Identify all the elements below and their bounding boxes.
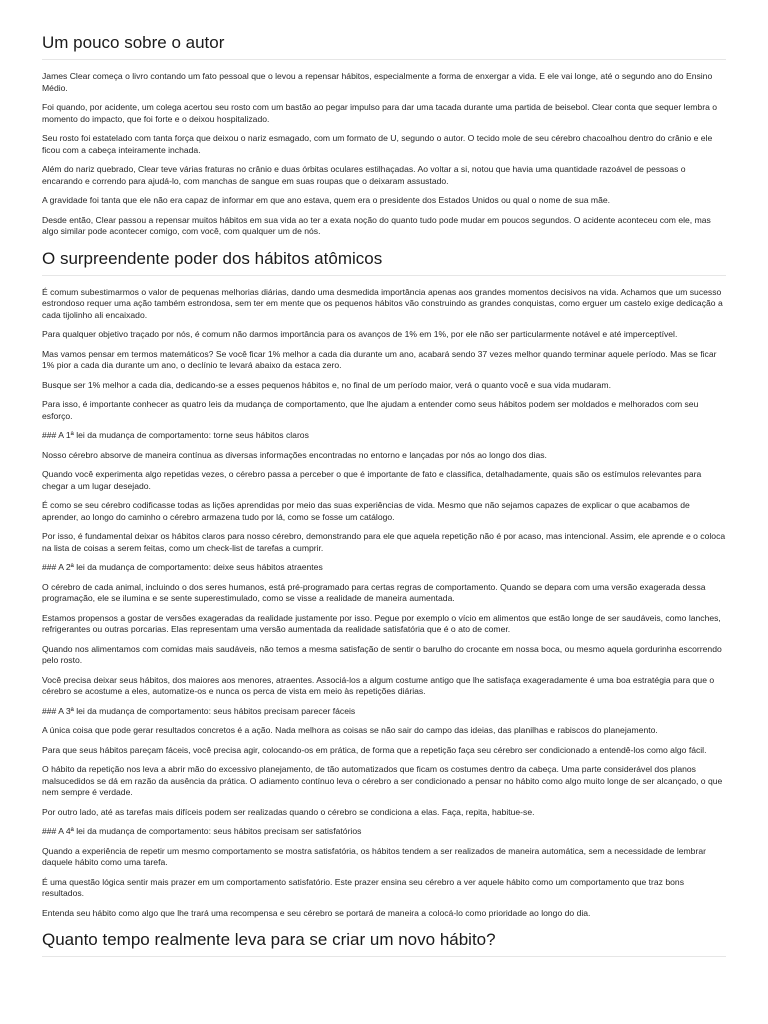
- section-heading: Um pouco sobre o autor: [42, 31, 726, 60]
- section-heading: Quanto tempo realmente leva para se criar um novo hábito?: [42, 928, 726, 957]
- paragraph: Seu rosto foi estatelado com tanta força que deixou o nariz esmagado, com um formato de U, segundo o autor. O tecido mole de seu cérebro chacoalhou dentro do crânio e ele ficou com a cabeça inteiramente inchada.: [42, 133, 713, 155]
- paragraph: Estamos propensos a gostar de versões exageradas da realidade justamente por isso. Pegue por exemplo o vício em alimentos que estão longe de ser saudáveis, como lanches, refrigerantes ou outras porcarias. Elas representam uma versão aumentada da realidade satisfatória que é o ato de comer.: [42, 612, 721, 634]
- paragraph: O cérebro de cada animal, incluindo o dos seres humanos, está pré-programado para certas regras de comportamento. Quando se depara com uma versão exagerada dessa programação, ele se ilumina e se sente superestimulado, como se visse a realidade de maneira aumentada.: [42, 581, 706, 603]
- paragraph: Além do nariz quebrado, Clear teve várias fraturas no crânio e duas órbitas oculares estilhaçadas. Ao voltar a si, notou que havia uma quantidade razoável de pessoas o encarando e correndo para ajudá-lo, com manchas de sangue em suas roupas que o deixaram assustado.: [42, 164, 686, 186]
- paragraph: ### A 4ª lei da mudança de comportamento: seus hábitos precisam ser satisfatórios: [42, 826, 362, 836]
- section: [42, 247, 726, 920]
- paragraph: Quando você experimenta algo repetidas vezes, o cérebro passa a perceber o que é importante de fato e classifica, detalhadamente, quais são os estímulos relevantes para chegar a um lugar desejado.: [42, 469, 702, 491]
- paragraph: Desde então, Clear passou a repensar muitos hábitos em sua vida ao ter a exata noção do quanto tudo pode mudar em poucos segundos. O acidente aconteceu com ele, mas algo similar pode acontecer comigo, com você, com qualquer um de nós.: [42, 214, 711, 236]
- paragraph: A gravidade foi tanta que ele não era capaz de informar em que ano estava, quem era o presidente dos Estados Unidos ou qual o nome de sua mãe.: [42, 195, 611, 205]
- paragraph: ### A 2ª lei da mudança de comportamento: deixe seus hábitos atraentes: [42, 562, 323, 572]
- paragraph: Por isso, é fundamental deixar os hábitos claros para nosso cérebro, demonstrando para ele que aquela repetição não é por acaso, mas intencional. Assim, ele aprende e o coloca na lista de coisas a serem feitas, como um check-list de tarefas a cumprir.: [42, 531, 726, 553]
- paragraph: A única coisa que pode gerar resultados concretos é a ação. Nada melhora as coisas se não sair do campo das ideias, das planilhas e rabiscos do planejamento.: [42, 725, 658, 735]
- paragraph: ### A 1ª lei da mudança de comportamento: torne seus hábitos claros: [42, 430, 309, 440]
- paragraph: ### A 3ª lei da mudança de comportamento: seus hábitos precisam parecer fáceis: [42, 705, 356, 716]
- paragraph: Foi quando, por acidente, um colega acertou seu rosto com um bastão ao pegar impulso para dar uma tacada durante uma partida de beisebol. Clear conta que sequer lembra o momento do impacto, que foi forte e o deixou hospitalizado.: [42, 102, 718, 124]
- paragraph: Para isso, é importante conhecer as quatro leis da mudança de comportamento, que lhe ajudam a entender como seus hábitos podem ser moldados e melhorados com seu esforço.: [42, 399, 699, 421]
- section: [42, 928, 726, 968]
- paragraph: Quando nos alimentamos com comidas mais saudáveis, não temos a mesma satisfação de sentir o barulho do crocante em nossa boca, ou mesmo aquela gordurinha escorrendo pelo rosto.: [42, 643, 722, 665]
- section-body: [42, 957, 726, 968]
- paragraph: Entenda seu hábito como algo que lhe trará uma recompensa e seu cérebro se portará de maneira a colocá-lo como prioridade ao longo do dia.: [42, 907, 591, 918]
- paragraph: Por outro lado, até as tarefas mais difíceis podem ser realizadas quando o cérebro se condiciona a elas. Faça, repita, habitue-se.: [42, 806, 535, 817]
- paragraph: É uma questão lógica sentir mais prazer em um comportamento satisfatório. Este prazer ensina seu cérebro a ver aquele hábito como um comportamento que traz bons resultados.: [42, 876, 684, 898]
- paragraph: Nosso cérebro absorve de maneira contínua as diversas informações encontradas no entorno e lançadas por nós ao longo dos dias.: [42, 449, 547, 460]
- paragraph: É como se seu cérebro codificasse todas as lições aprendidas por meio das suas experiências de vida. Mesmo que não sejamos capazes de explicar o que acabamos de aprender, ao longo do caminho o cérebro armazena tudo por lá, como se fosse um catálogo.: [42, 500, 690, 522]
- section-body: [42, 276, 726, 920]
- paragraph: Busque ser 1% melhor a cada dia, dedicando-se a esses pequenos hábitos e, no final de um período maior, verá o quanto você e sua vida mudaram.: [42, 379, 611, 390]
- paragraph: Quando a experiência de repetir um mesmo comportamento se mostra satisfatória, os hábitos tendem a ser realizados de maneira automática, sem a necessidade de lembrar daquele hábito como uma tarefa.: [42, 845, 706, 867]
- paragraph: Para que seus hábitos pareçam fáceis, você precisa agir, colocando-os em prática, de forma que a repetição faça seu cérebro ser condicionado a entendê-los como algo fácil.: [42, 744, 707, 755]
- section-body: [42, 60, 726, 238]
- paragraph: Para qualquer objetivo traçado por nós, é comum não darmos importância para os avanços de 1% em 1%, por ele não ser particularmente notável e até imperceptível.: [42, 329, 678, 339]
- paragraph: O hábito da repetição nos leva a abrir mão do excessivo planejamento, de tão automatizados que ficam os costumes dentro da cabeça. Uma parte considerável dos planos malsucedidos se dá em razão da ausência da prática. O adiamento contínuo leva o cérebro a ser condicionado a pensar no hábito como algo muito longe de ser alcançado, o que nem sempre é verdade.: [42, 764, 723, 797]
- section: [42, 31, 726, 238]
- paragraph: Você precisa deixar seus hábitos, dos maiores aos menores, atraentes. Associá-los a algum costume antigo que lhe satisfaça exageradamente é uma boa estratégia para que o cérebro se acostume a eles, automatize-os e nunca os perca de vista em meio às repetições diárias.: [42, 674, 715, 696]
- section-heading: O surpreendente poder dos hábitos atômicos: [42, 247, 726, 276]
- paragraph: James Clear começa o livro contando um fato pessoal que o levou a repensar hábitos, especialmente a forma de enxergar a vida. E ele vai longe, até o segundo ano do Ensino Médio.: [42, 71, 713, 93]
- paragraph: Mas vamos pensar em termos matemáticos? Se você ficar 1% melhor a cada dia durante um ano, acabará sendo 37 vezes melhor quando terminar aquele período. Mas se ficar 1% pior a cada dia durante um ano, o declínio te levará abaixo da estaca zero.: [42, 348, 717, 370]
- paragraph: É comum subestimarmos o valor de pequenas melhorias diárias, dando uma desmedida importância apenas aos grandes momentos decisivos na vida. Achamos que um sucesso estrondoso requer uma ação também estrondosa, sem ter em mente que os pequenos hábitos vão construindo as grandes conquistas, como erguer um castelo exige dedicação a cada tijolinho ali encaixado.: [42, 286, 723, 320]
